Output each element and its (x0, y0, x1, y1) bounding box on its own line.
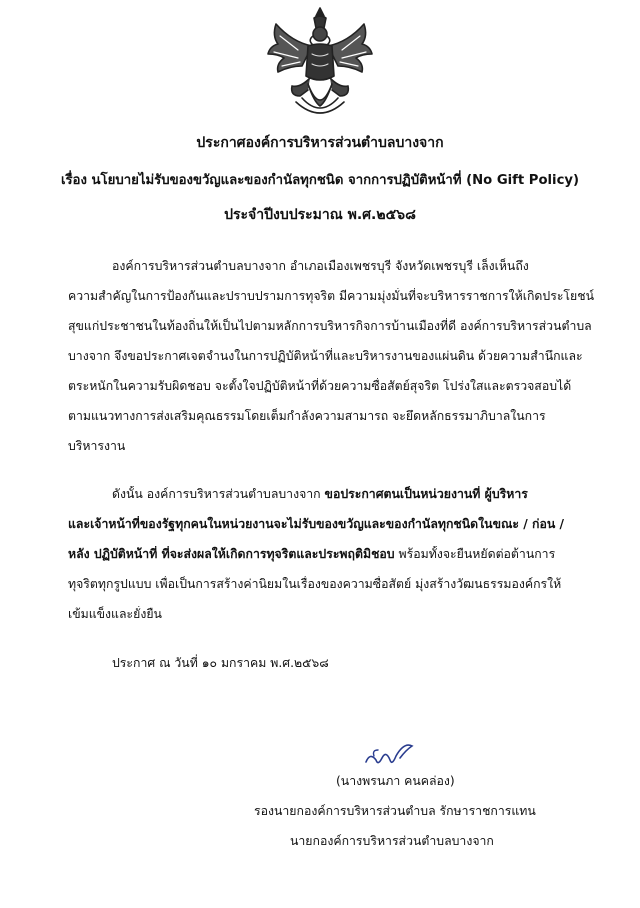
text-bold: ขอประกาศตนเป็นหน่วยงานที่ ผู้บริหาร (324, 487, 528, 501)
paragraph-line: ตามแนวทางการส่งเสริมคุณธรรมโดยเต็มกำลังความสามารถ จะยึดหลักธรรมาภิบาลในการ (68, 409, 546, 423)
handwritten-signature-icon (360, 738, 430, 772)
signatory-organization: นายกองค์การบริหารส่วนตำบลบางจาก (290, 834, 494, 848)
paragraph-line: เข้มแข็งและยั่งยืน (68, 607, 162, 621)
announcement-date: ประกาศ ณ วันที่ ๑๐ มกราคม พ.ศ.๒๕๖๘ (112, 656, 329, 670)
paragraph-line: สุขแก่ประชาชนในท้องถิ่นให้เป็นไปตามหลักการบริหารกิจการบ้านเมืองที่ดี องค์การบริหารส่วนตำบล (68, 319, 592, 333)
fiscal-year-line: ประจำปีงบประมาณ พ.ศ.๒๕๖๘ (224, 207, 416, 223)
paragraph-line: องค์การบริหารส่วนตำบลบางจาก อำเภอเมืองเพชรบุรี จังหวัดเพชรบุรี เล็งเห็นถึง (112, 259, 529, 273)
paragraph-line: และเจ้าหน้าที่ของรัฐทุกคนในหน่วยงานจะไม่รับของขวัญและของกำนัลทุกชนิดในขณะ / ก่อน / (68, 517, 565, 531)
signatory-position: รองนายกองค์การบริหารส่วนตำบล รักษาราชการแทน (254, 804, 536, 818)
text-normal: ดังนั้น องค์การบริหารส่วนตำบลบางจาก (112, 487, 325, 501)
paragraph-line: ความสำคัญในการป้องกันและปราบปรามการทุจริต มีความมุ่งมั่นที่จะบริหารราชการให้เกิดประโยชน์ (68, 289, 594, 303)
garuda-emblem-icon (262, 6, 378, 118)
paragraph-line (68, 486, 628, 516)
text-normal: พร้อมทั้งจะยืนหยัดต่อต้านการ (394, 547, 556, 561)
signatory-name: (นางพรนภา คนคล่อง) (336, 774, 455, 788)
paragraph-line: บริหารงาน (68, 439, 126, 453)
paragraph-intention (68, 258, 628, 468)
paragraph-line (68, 546, 628, 576)
announcement-title: ประกาศองค์การบริหารส่วนตำบลบางจาก (196, 135, 444, 151)
paragraph-declaration (68, 486, 628, 636)
subject-line: เรื่อง นโยบายไม่รับของขวัญและของกำนัลทุกชนิด จากการปฏิบัติหน้าที่ (No Gift Policy) (60, 173, 580, 188)
paragraph-line: บางจาก จึงขอประกาศเจตจำนงในการปฏิบัติหน้าที่และบริหารงานของแผ่นดิน ด้วยความสำนึกและ (68, 349, 583, 363)
text-bold: หลัง ปฏิบัติหน้าที่ ที่จะส่งผลให้เกิดการทุจริตและประพฤติมิชอบ (68, 547, 395, 561)
paragraph-line: ทุจริตทุกรูปแบบ เพื่อเป็นการสร้างค่านิยมในเรื่องของความซื่อสัตย์ มุ่งสร้างวัฒนธรรมองค์กรให้ (68, 577, 562, 591)
paragraph-line: ตระหนักในความรับผิดชอบ จะตั้งใจปฏิบัติหน้าที่ด้วยความซื่อสัตย์สุจริต โปร่งใสและตรวจสอบได้ (68, 379, 572, 393)
